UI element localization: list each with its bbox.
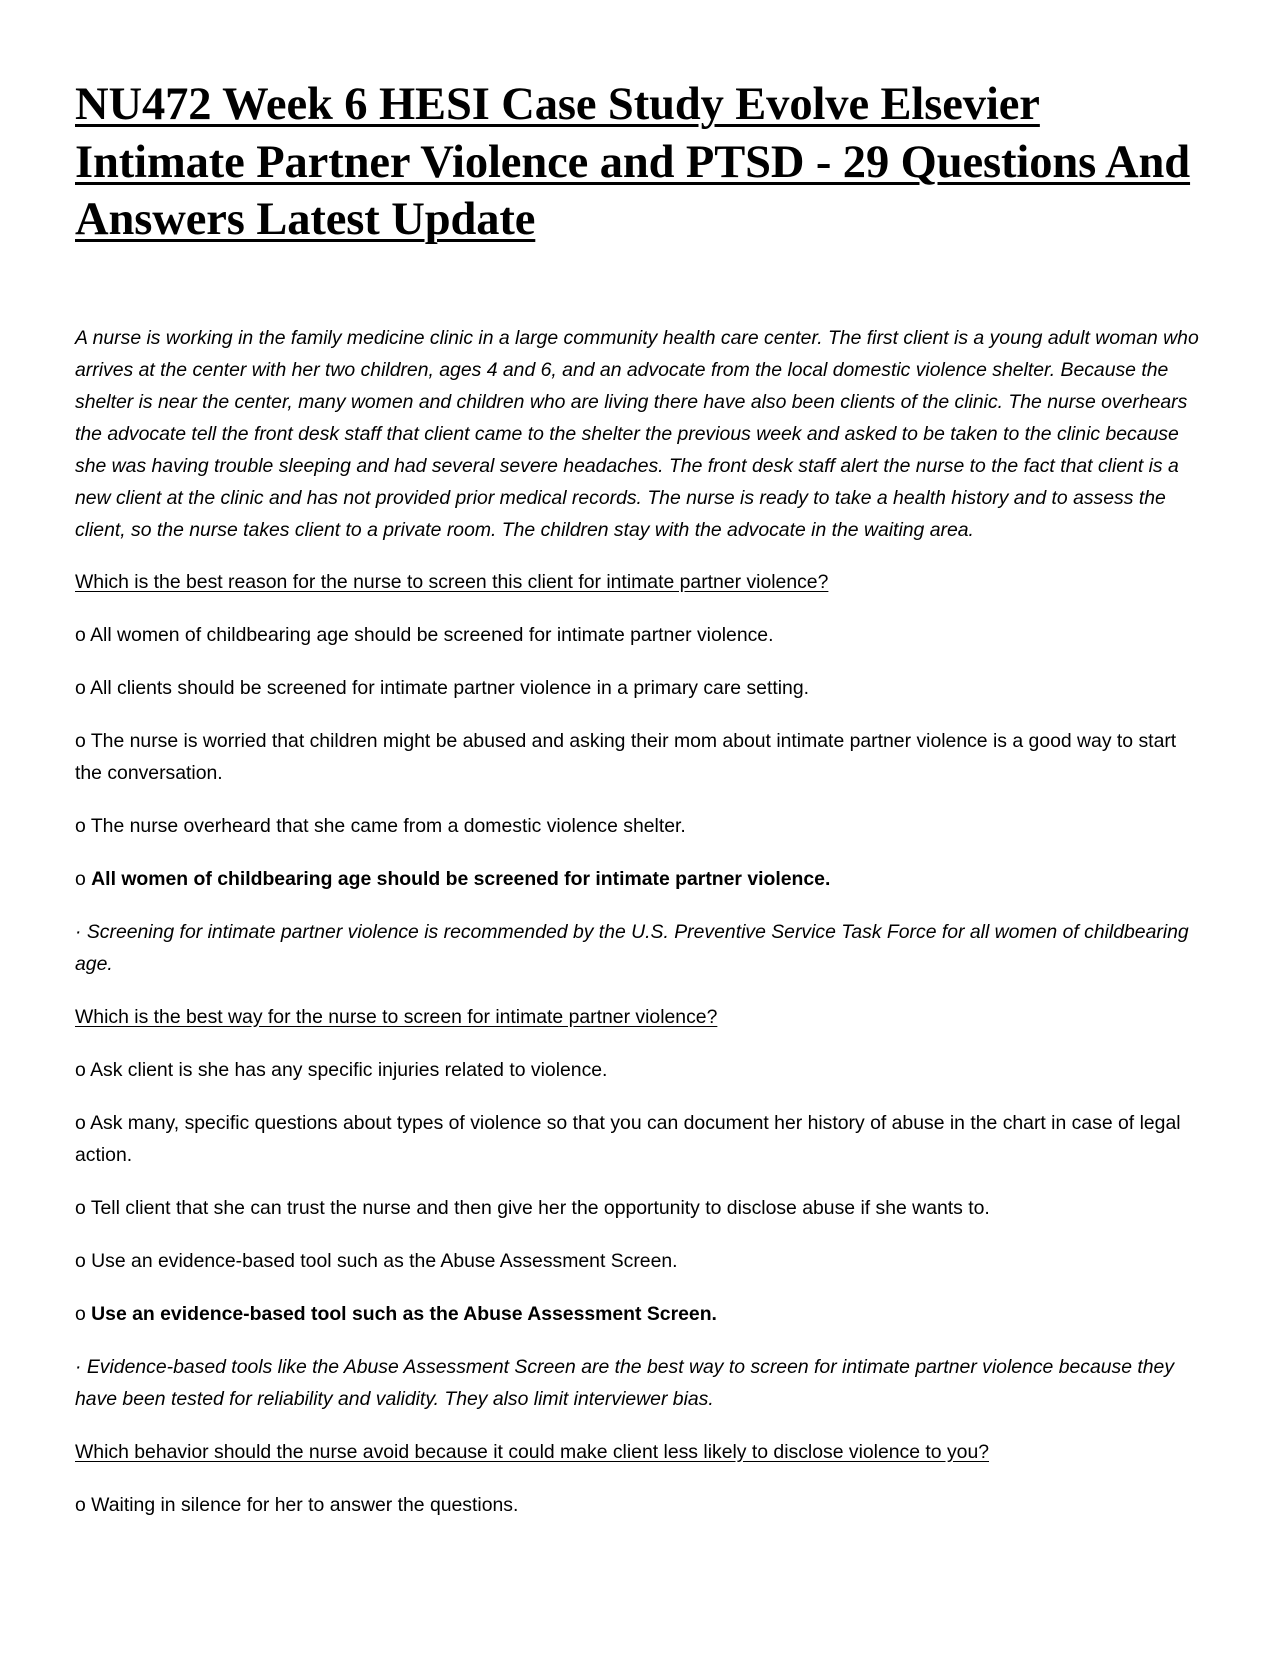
q1-rationale-text: Screening for intimate partner violence is recommended by the U.S. Preventive Service Task Force for all women of childbearing age. bbox=[75, 920, 1189, 975]
q2-option-4: o Use an evidence-based tool such as the Abuse Assessment Screen. bbox=[75, 1249, 678, 1272]
rationale-bullet: · bbox=[75, 920, 87, 943]
question-1: Which is the best reason for the nurse to screen this client for intimate partner violence? bbox=[75, 570, 829, 593]
case-intro: A nurse is working in the family medicine clinic in a large community health care center. The first client is a young adult woman who arrives at the center with her two children, ages 4 and 6, and an advocate from the local domestic violence shelter. Because the shelter is near the center, many women and children who are living there have also been clients of the clinic. The nurse overhears the advocate tell the front desk staff that client came to the shelter the previous week and asked to be taken to the clinic because she was having trouble sleeping and had several severe headaches. The front desk staff alert the nurse to the fact that client is a new client at the clinic and has not provided prior medical records. The nurse is ready to take a health history and to assess the client, so the nurse takes client to a private room. The children stay with the advocate in the waiting area. bbox=[75, 326, 1199, 541]
q1-option-2: o All clients should be screened for intimate partner violence in a primary care setting. bbox=[75, 676, 809, 699]
rationale-bullet: · bbox=[75, 1355, 87, 1378]
q2-option-2: o Ask many, specific questions about types of violence so that you can document her history of abuse in the chart in case of legal action. bbox=[75, 1111, 1181, 1166]
q2-option-3: o Tell client that she can trust the nurse and then give her the opportunity to disclose abuse if she wants to. bbox=[75, 1196, 990, 1219]
document-page bbox=[75, 76, 1205, 1542]
q1-answer-text: All women of childbearing age should be screened for intimate partner violence. bbox=[91, 867, 831, 890]
answer-bullet: o bbox=[75, 1302, 92, 1325]
q2-answer-text: Use an evidence-based tool such as the Abuse Assessment Screen. bbox=[91, 1302, 717, 1325]
question-2: Which is the best way for the nurse to screen for intimate partner violence? bbox=[75, 1005, 718, 1028]
q2-rationale-text: Evidence-based tools like the Abuse Assessment Screen are the best way to screen for intimate partner violence because they have been tested for reliability and validity. They also limit interviewer bias. bbox=[75, 1355, 1175, 1410]
q2-answer bbox=[75, 1298, 1205, 1330]
q1-rationale bbox=[75, 916, 1205, 980]
answer-bullet: o bbox=[75, 867, 92, 890]
q1-option-4: o The nurse overheard that she came from a domestic violence shelter. bbox=[75, 814, 686, 837]
q1-option-1: o All women of childbearing age should be screened for intimate partner violence. bbox=[75, 623, 774, 646]
q3-option-1: o Waiting in silence for her to answer the questions. bbox=[75, 1493, 519, 1516]
q1-option-3: o The nurse is worried that children might be abused and asking their mom about intimate partner violence is a good way to start the conversation. bbox=[75, 729, 1177, 784]
q2-rationale bbox=[75, 1351, 1205, 1415]
document-title: NU472 Week 6 HESI Case Study Evolve Elsevier Intimate Partner Violence and PTSD - 29 Questions And Answers Latest Update bbox=[75, 79, 1191, 245]
q1-answer bbox=[75, 863, 1205, 895]
question-3: Which behavior should the nurse avoid because it could make client less likely to disclose violence to you? bbox=[75, 1440, 990, 1463]
q2-option-1: o Ask client is she has any specific injuries related to violence. bbox=[75, 1058, 608, 1081]
